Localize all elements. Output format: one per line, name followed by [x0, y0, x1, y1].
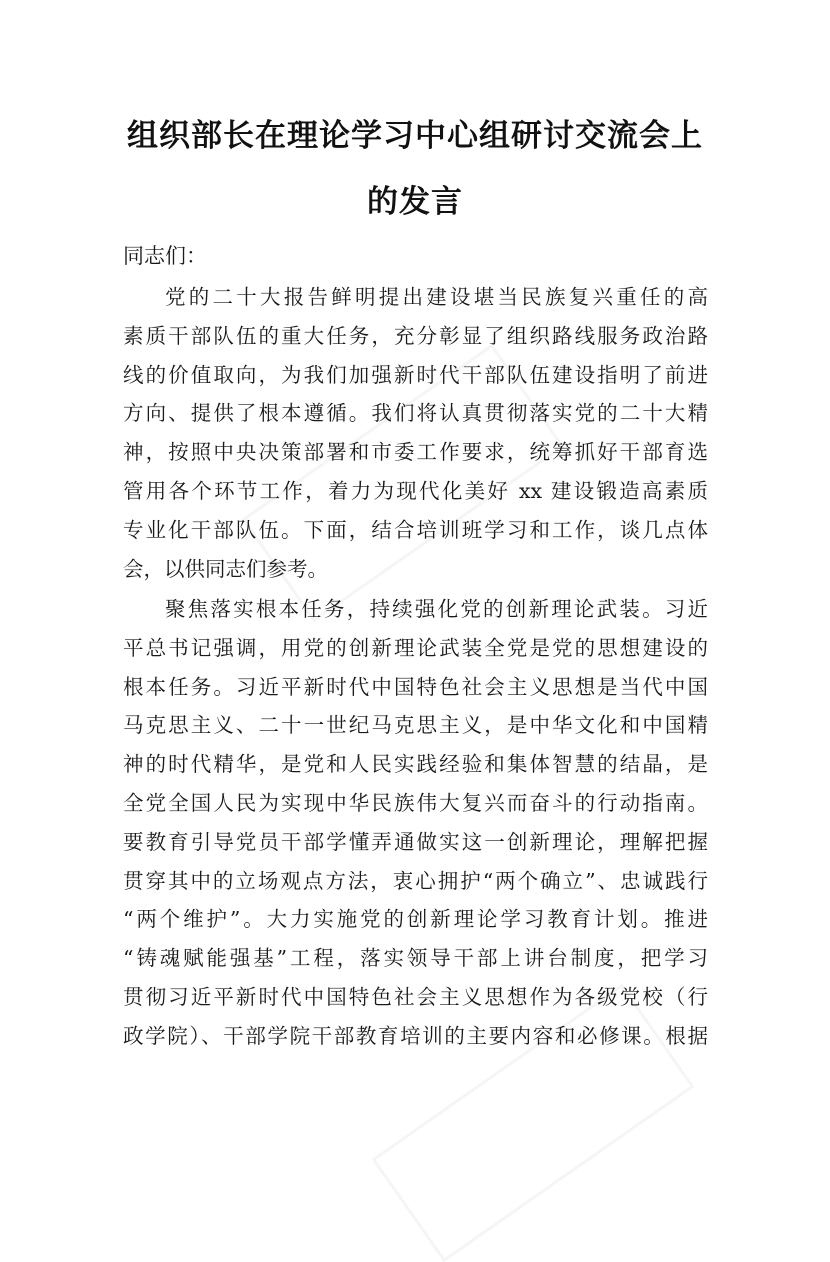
text-line: 线的价值取向，为我们加强新时代干部队伍建设指明了前进: [123, 362, 708, 387]
text-line: 贯彻习近平新时代中国特色社会主义思想作为各级党校（行: [123, 984, 708, 1009]
text-line: 平总书记强调，用党的创新理论武装全党是党的思想建设的: [123, 635, 708, 660]
text-line: 专业化干部队伍。下面，结合培训班学习和工作，谈几点体: [123, 517, 708, 542]
salutation: 同志们：: [123, 244, 207, 268]
paragraph-2: [123, 590, 708, 1056]
text-line: 马克思主义、二十一世纪马克思主义，是中华文化和中国精: [123, 713, 708, 738]
text-line: 要教育引导党员干部学懂弄通做实这一创新理论，理解把握: [123, 829, 708, 854]
text-line: 根本任务。习近平新时代中国特色社会主义思想是当代中国: [123, 674, 708, 699]
text-line: 神，按照中央决策部署和市委工作要求，统筹抓好干部育选: [123, 440, 708, 465]
text-line: 政学院）、干部学院干部教育培训的主要内容和必修课。根据: [123, 1023, 708, 1048]
text-line: 全党全国人民为实现中华民族伟大复兴而奋斗的行动指南。: [123, 790, 708, 815]
text-line: “铸魂赋能强基”工程，落实领导干部上讲台制度，把学习: [123, 946, 708, 971]
text-line: “两个维护”。大力实施党的创新理论学习教育计划。推进: [123, 907, 708, 932]
text-line: 党的二十大报告鲜明提出建设堪当民族复兴重任的高: [165, 285, 708, 309]
document-title-line-2: 的发言: [367, 184, 463, 220]
document-title-line-1: 组织部长在理论学习中心组研讨交流会上: [127, 118, 703, 154]
text-line: 方向、提供了根本遵循。我们将认真贯彻落实党的二十大精: [123, 401, 708, 426]
text-line: 贯穿其中的立场观点方法，衷心拥护“两个确立”、忠诚践行: [123, 868, 708, 893]
text-line: 聚焦落实根本任务，持续强化党的创新理论武装。习近: [165, 597, 708, 621]
text-line: 管用各个环节工作，着力为现代化美好 xx 建设锻造高素质: [123, 478, 708, 503]
text-line: 神的时代精华，是党和人民实践经验和集体智慧的结晶，是: [123, 752, 708, 777]
text-line: 会，以供同志们参考。: [123, 556, 328, 581]
paragraph-1: [123, 278, 708, 588]
text-line: 素质干部队伍的重大任务，充分彰显了组织路线服务政治路: [123, 323, 708, 348]
